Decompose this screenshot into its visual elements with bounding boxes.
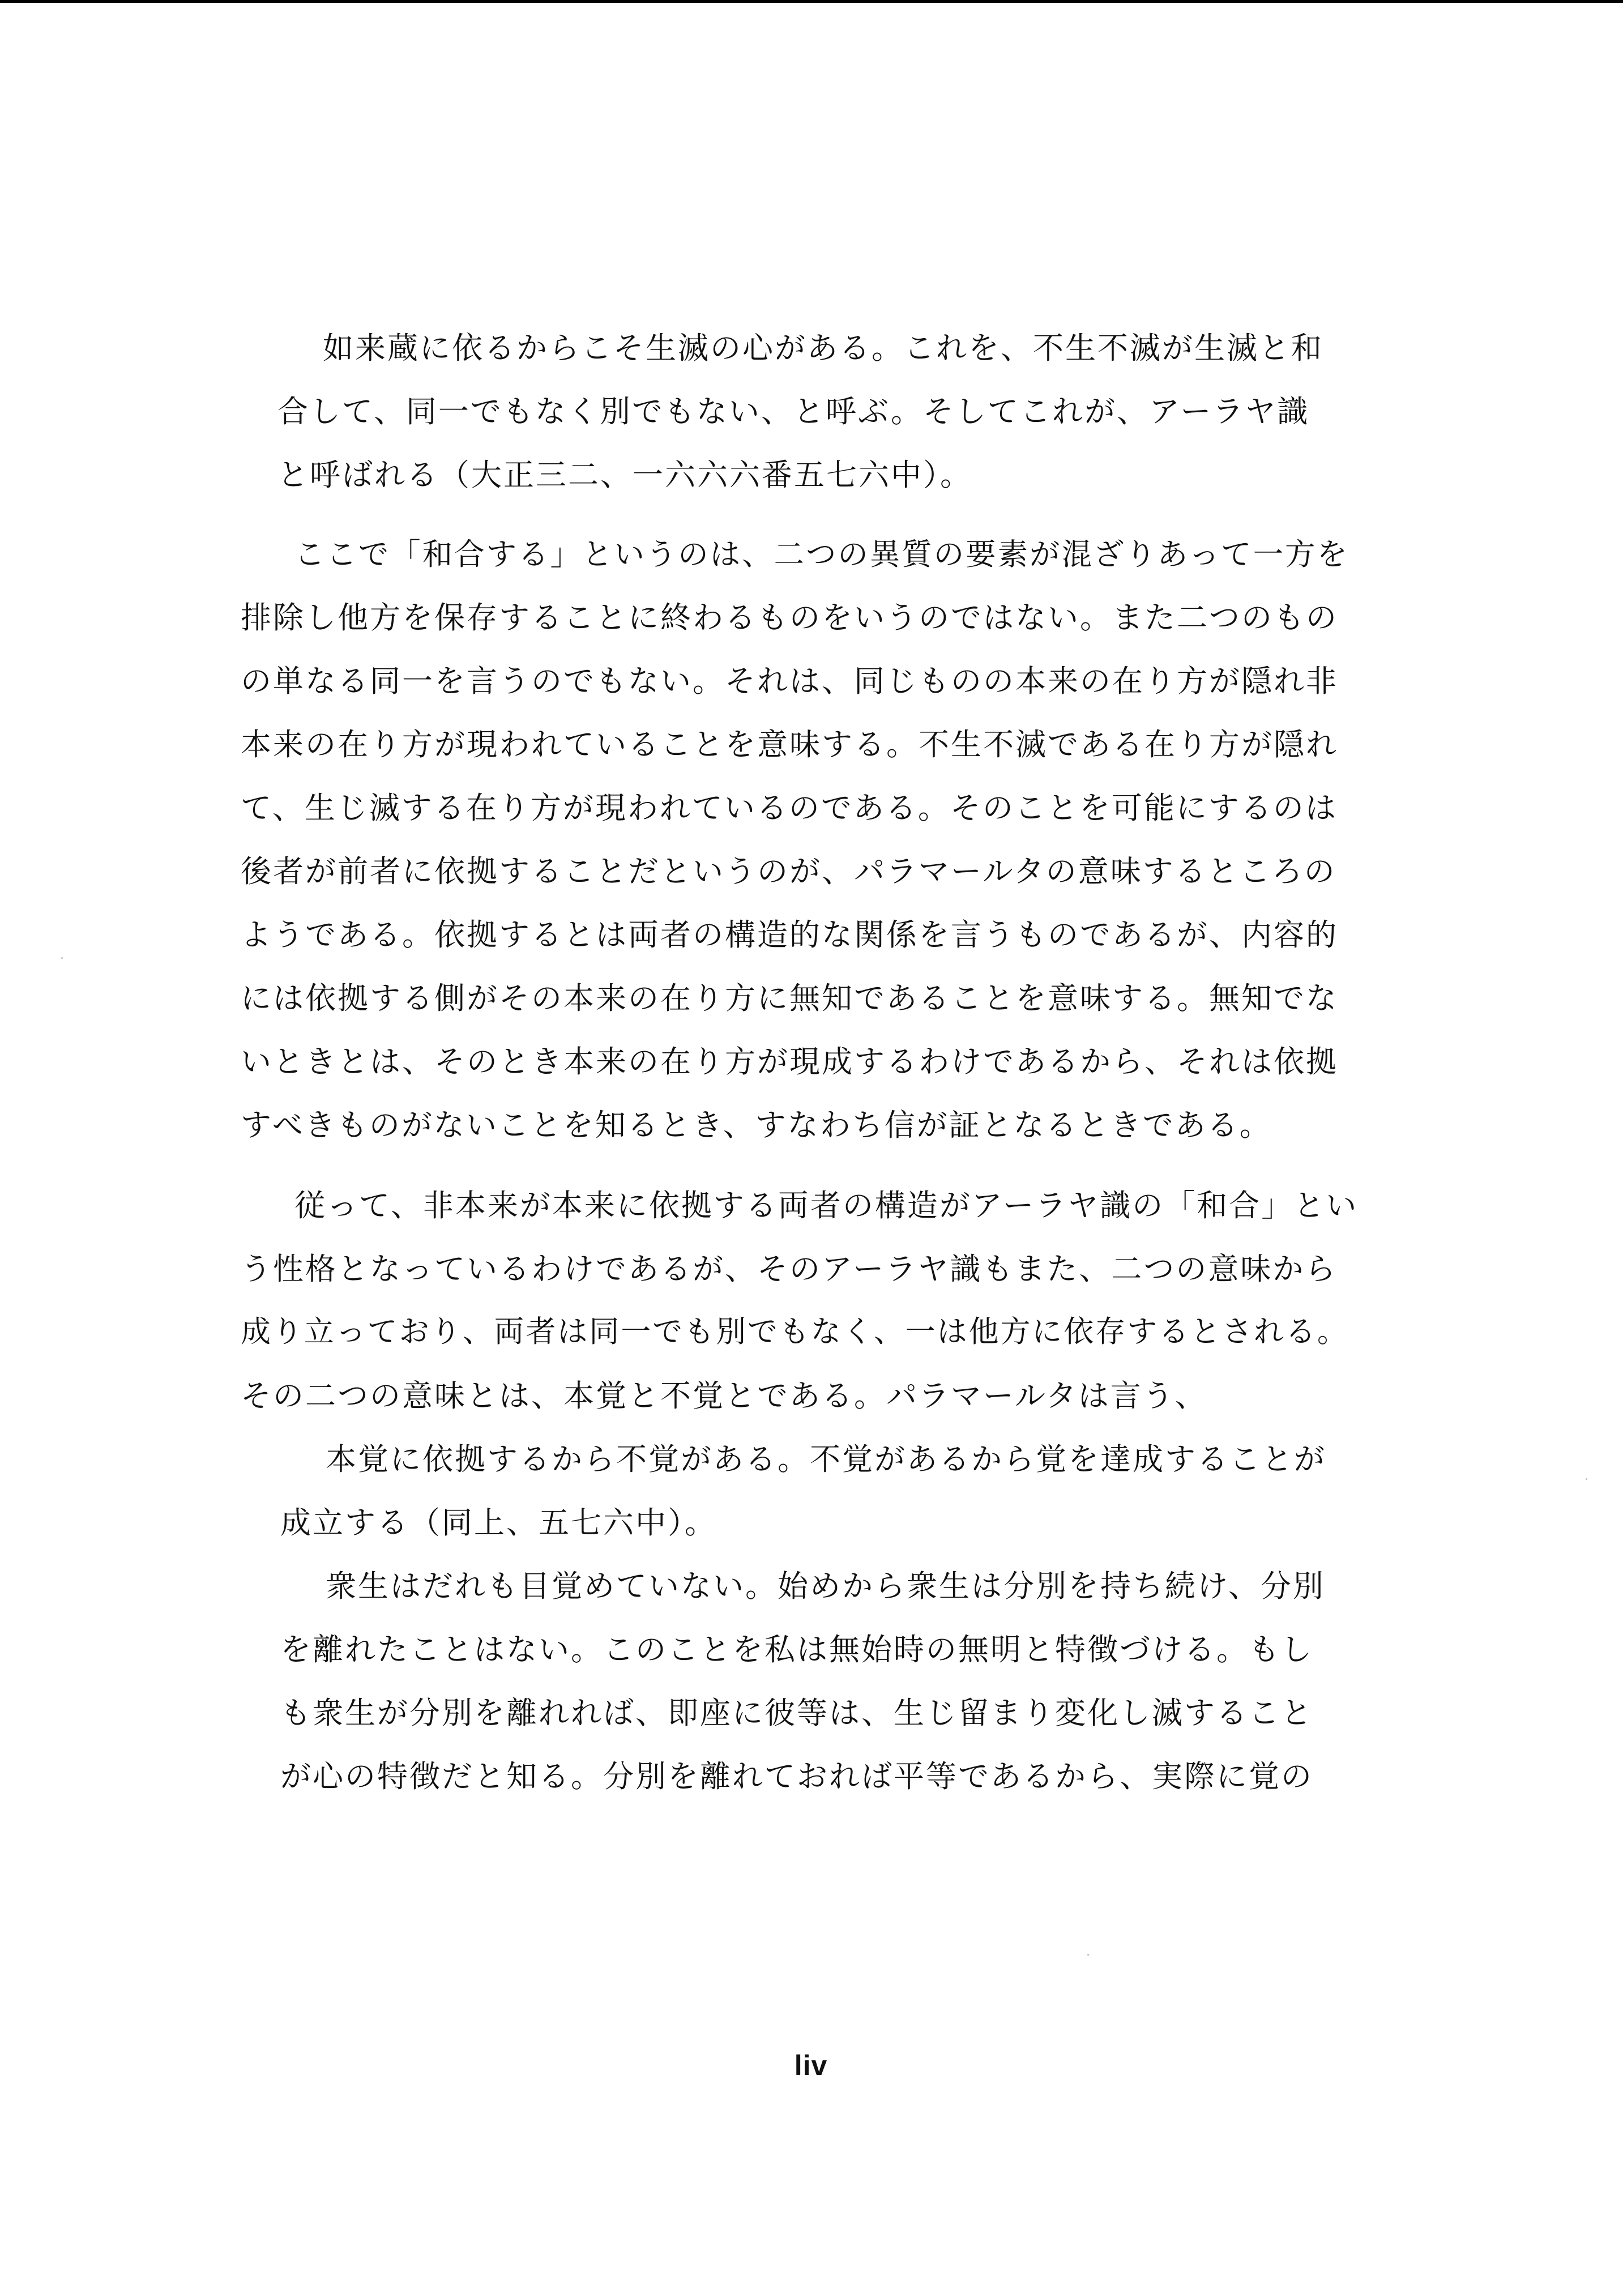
paragraph1-line-3: の単なる同一を言うのでもない。それは、同じものの本来の在り方が隠れ非 (241, 663, 1338, 699)
paragraph1-line-7: ようである。依拠するとは両者の構造的な関係を言うものであるが、内容的 (241, 917, 1338, 953)
scan-speck (61, 957, 63, 959)
quote3-line-4: が心の特徴だと知る。分別を離れておれば平等であるから、実際に覚の (280, 1759, 1313, 1794)
paragraph1-line-4: 本来の在り方が現われていることを意味する。不生不滅である在り方が隠れ (241, 727, 1338, 762)
paragraph2-line-2: う性格となっているわけであるが、そのアーラヤ識もまた、二つの意味から (241, 1251, 1338, 1287)
paragraph2-line-1: 従って、非本来が本来に依拠する両者の構造がアーラヤ識の「和合」とい (294, 1188, 1359, 1223)
quote3-line-1: 衆生はだれも目覚めていない。始めから衆生は分別を持ち続け、分別 (326, 1568, 1325, 1604)
quote3-line-3: も衆生が分別を離れれば、即座に彼等は、生じ留まり変化し滅すること (280, 1695, 1313, 1731)
quote1-line-2: 合して、同一でもなく別でもない、と呼ぶ。そしてこれが、アーラヤ識 (277, 394, 1310, 429)
top-border-rule (0, 0, 1623, 3)
quote1-line-3: と呼ばれる（大正三二、一六六六番五七六中）。 (277, 457, 972, 493)
paragraph1-line-6: 後者が前者に依拠することだというのが、パラマールタの意味するところの (241, 853, 1336, 889)
paragraph2-line-4: その二つの意味とは、本覚と不覚とである。パラマールタは言う、 (241, 1378, 1207, 1414)
paragraph1-line-2: 排除し他方を保存することに終わるものをいうのではない。また二つのもの (241, 600, 1338, 635)
scan-speck (1586, 1478, 1587, 1480)
quote2-line-2: 成立する（同上、五七六中）。 (280, 1505, 717, 1540)
scan-speck (1087, 1954, 1089, 1956)
paragraph1-line-9: いときとは、そのとき本来の在り方が現成するわけであるから、それは依拠 (241, 1044, 1338, 1079)
paragraph1-line-5: て、生じ滅する在り方が現われているのである。そのことを可能にするのは (241, 790, 1338, 826)
paragraph2-line-3: 成り立っており、両者は同一でも別でもなく、一は他方に依存するとされる。 (241, 1315, 1349, 1349)
quote3-line-2: を離れたことはない。このことを私は無始時の無明と特徴づける。もし (280, 1632, 1313, 1667)
paragraph1-line-10: すべきものがないことを知るとき、すなわち信が証となるときである。 (241, 1107, 1272, 1143)
quote2-line-1: 本覚に依拠するから不覚がある。不覚があるから覚を達成することが (326, 1441, 1326, 1477)
paragraph1-line-8: には依拠する側がその本来の在り方に無知であることを意味する。無知でな (241, 980, 1338, 1016)
quote1-line-1: 如来蔵に依るからこそ生滅の心がある。これを、不生不滅が生滅と和 (323, 330, 1323, 366)
page-number: liv (794, 2050, 828, 2081)
paragraph1-line-1: ここで「和合する」というのは、二つの異質の要素が混ざりあって一方を (294, 536, 1349, 572)
